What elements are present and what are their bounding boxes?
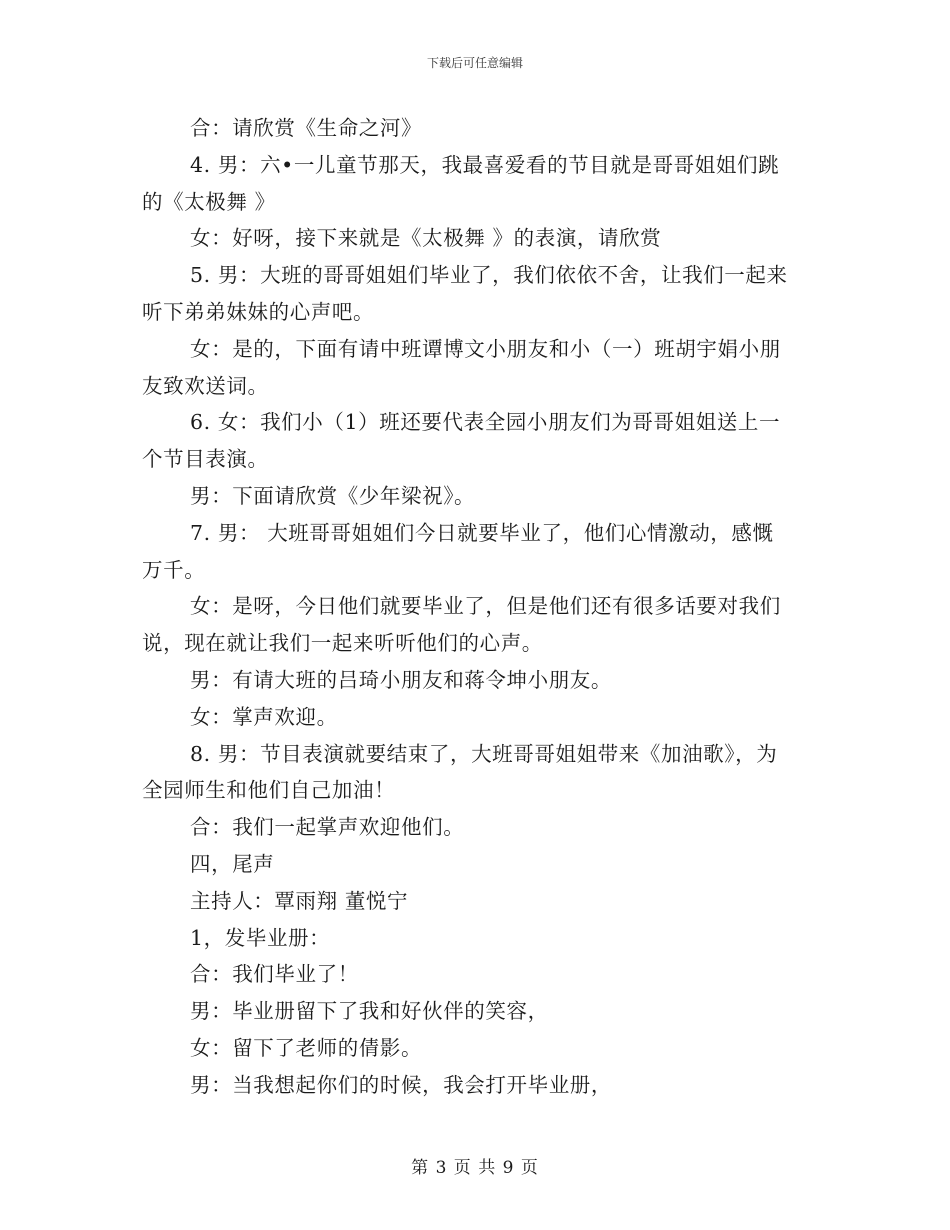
text-line: 5. 男：大班的哥哥姐姐们毕业了，我们依依不舍，让我们一起来 xyxy=(190,263,788,288)
text-line: 友致欢送词。 xyxy=(142,373,269,398)
text-line: 合：请欣赏《生命之河》 xyxy=(190,116,423,140)
text-line: 女：好呀，接下来就是《太极舞 》的表演，请欣赏 xyxy=(190,226,662,251)
text-line: 听下弟弟妹妹的心声吧。 xyxy=(142,299,375,324)
text-line: 女：是呀，今日他们就要毕业了，但是他们还有很多话要对我们 xyxy=(190,594,781,619)
text-line: 男：当我想起你们的时候，我会打开毕业册， xyxy=(190,1072,612,1097)
text-line: 说，现在就让我们一起来听听他们的心声。 xyxy=(142,631,543,656)
text-line: 个节目表演。 xyxy=(142,447,269,472)
text-line: 合：我们毕业了！ xyxy=(190,962,359,987)
text-line: 四，尾声 xyxy=(190,851,275,876)
text-line: 合：我们一起掌声欢迎他们。 xyxy=(190,815,465,840)
text-line: 8. 男：节目表演就要结束了，大班哥哥姐姐带来《加油歌》，为 xyxy=(190,741,778,766)
text-line: 的《太极舞 》 xyxy=(142,189,276,214)
page-footer: 第 3 页 共 9 页 xyxy=(411,1158,539,1178)
page-header: 下载后可任意编辑 xyxy=(426,56,523,70)
text-line: 万千。 xyxy=(142,557,206,582)
document-body xyxy=(142,110,810,1104)
text-line: 7. 男： 大班哥哥姐姐们今日就要毕业了，他们心情激动，感慨 xyxy=(190,520,774,545)
text-line: 男：毕业册留下了我和好伙伴的笑容， xyxy=(190,999,549,1024)
text-line: 女：是的，下面有请中班谭博文小朋友和小（一）班胡宇娟小朋 xyxy=(190,336,781,361)
text-line: 女：留下了老师的倩影。 xyxy=(190,1035,423,1060)
text-line: 4. 男：六•一儿童节那天，我最喜爱看的节目就是哥哥姐姐们跳 xyxy=(190,152,780,177)
text-line: 男：有请大班的吕琦小朋友和蒋令坤小朋友。 xyxy=(190,667,612,692)
text-line: 女：掌声欢迎。 xyxy=(190,704,338,729)
text-line: 男：下面请欣赏《少年梁祝》。 xyxy=(190,483,476,508)
text-line: 全园师生和他们自己加油！ xyxy=(142,778,396,803)
text-line: 1，发毕业册： xyxy=(190,925,331,950)
text-line: 6. 女：我们小（1）班还要代表全园小朋友们为哥哥姐姐送上一 xyxy=(190,410,781,435)
text-line: 主持人：覃雨翔 董悦宁 xyxy=(190,888,409,913)
